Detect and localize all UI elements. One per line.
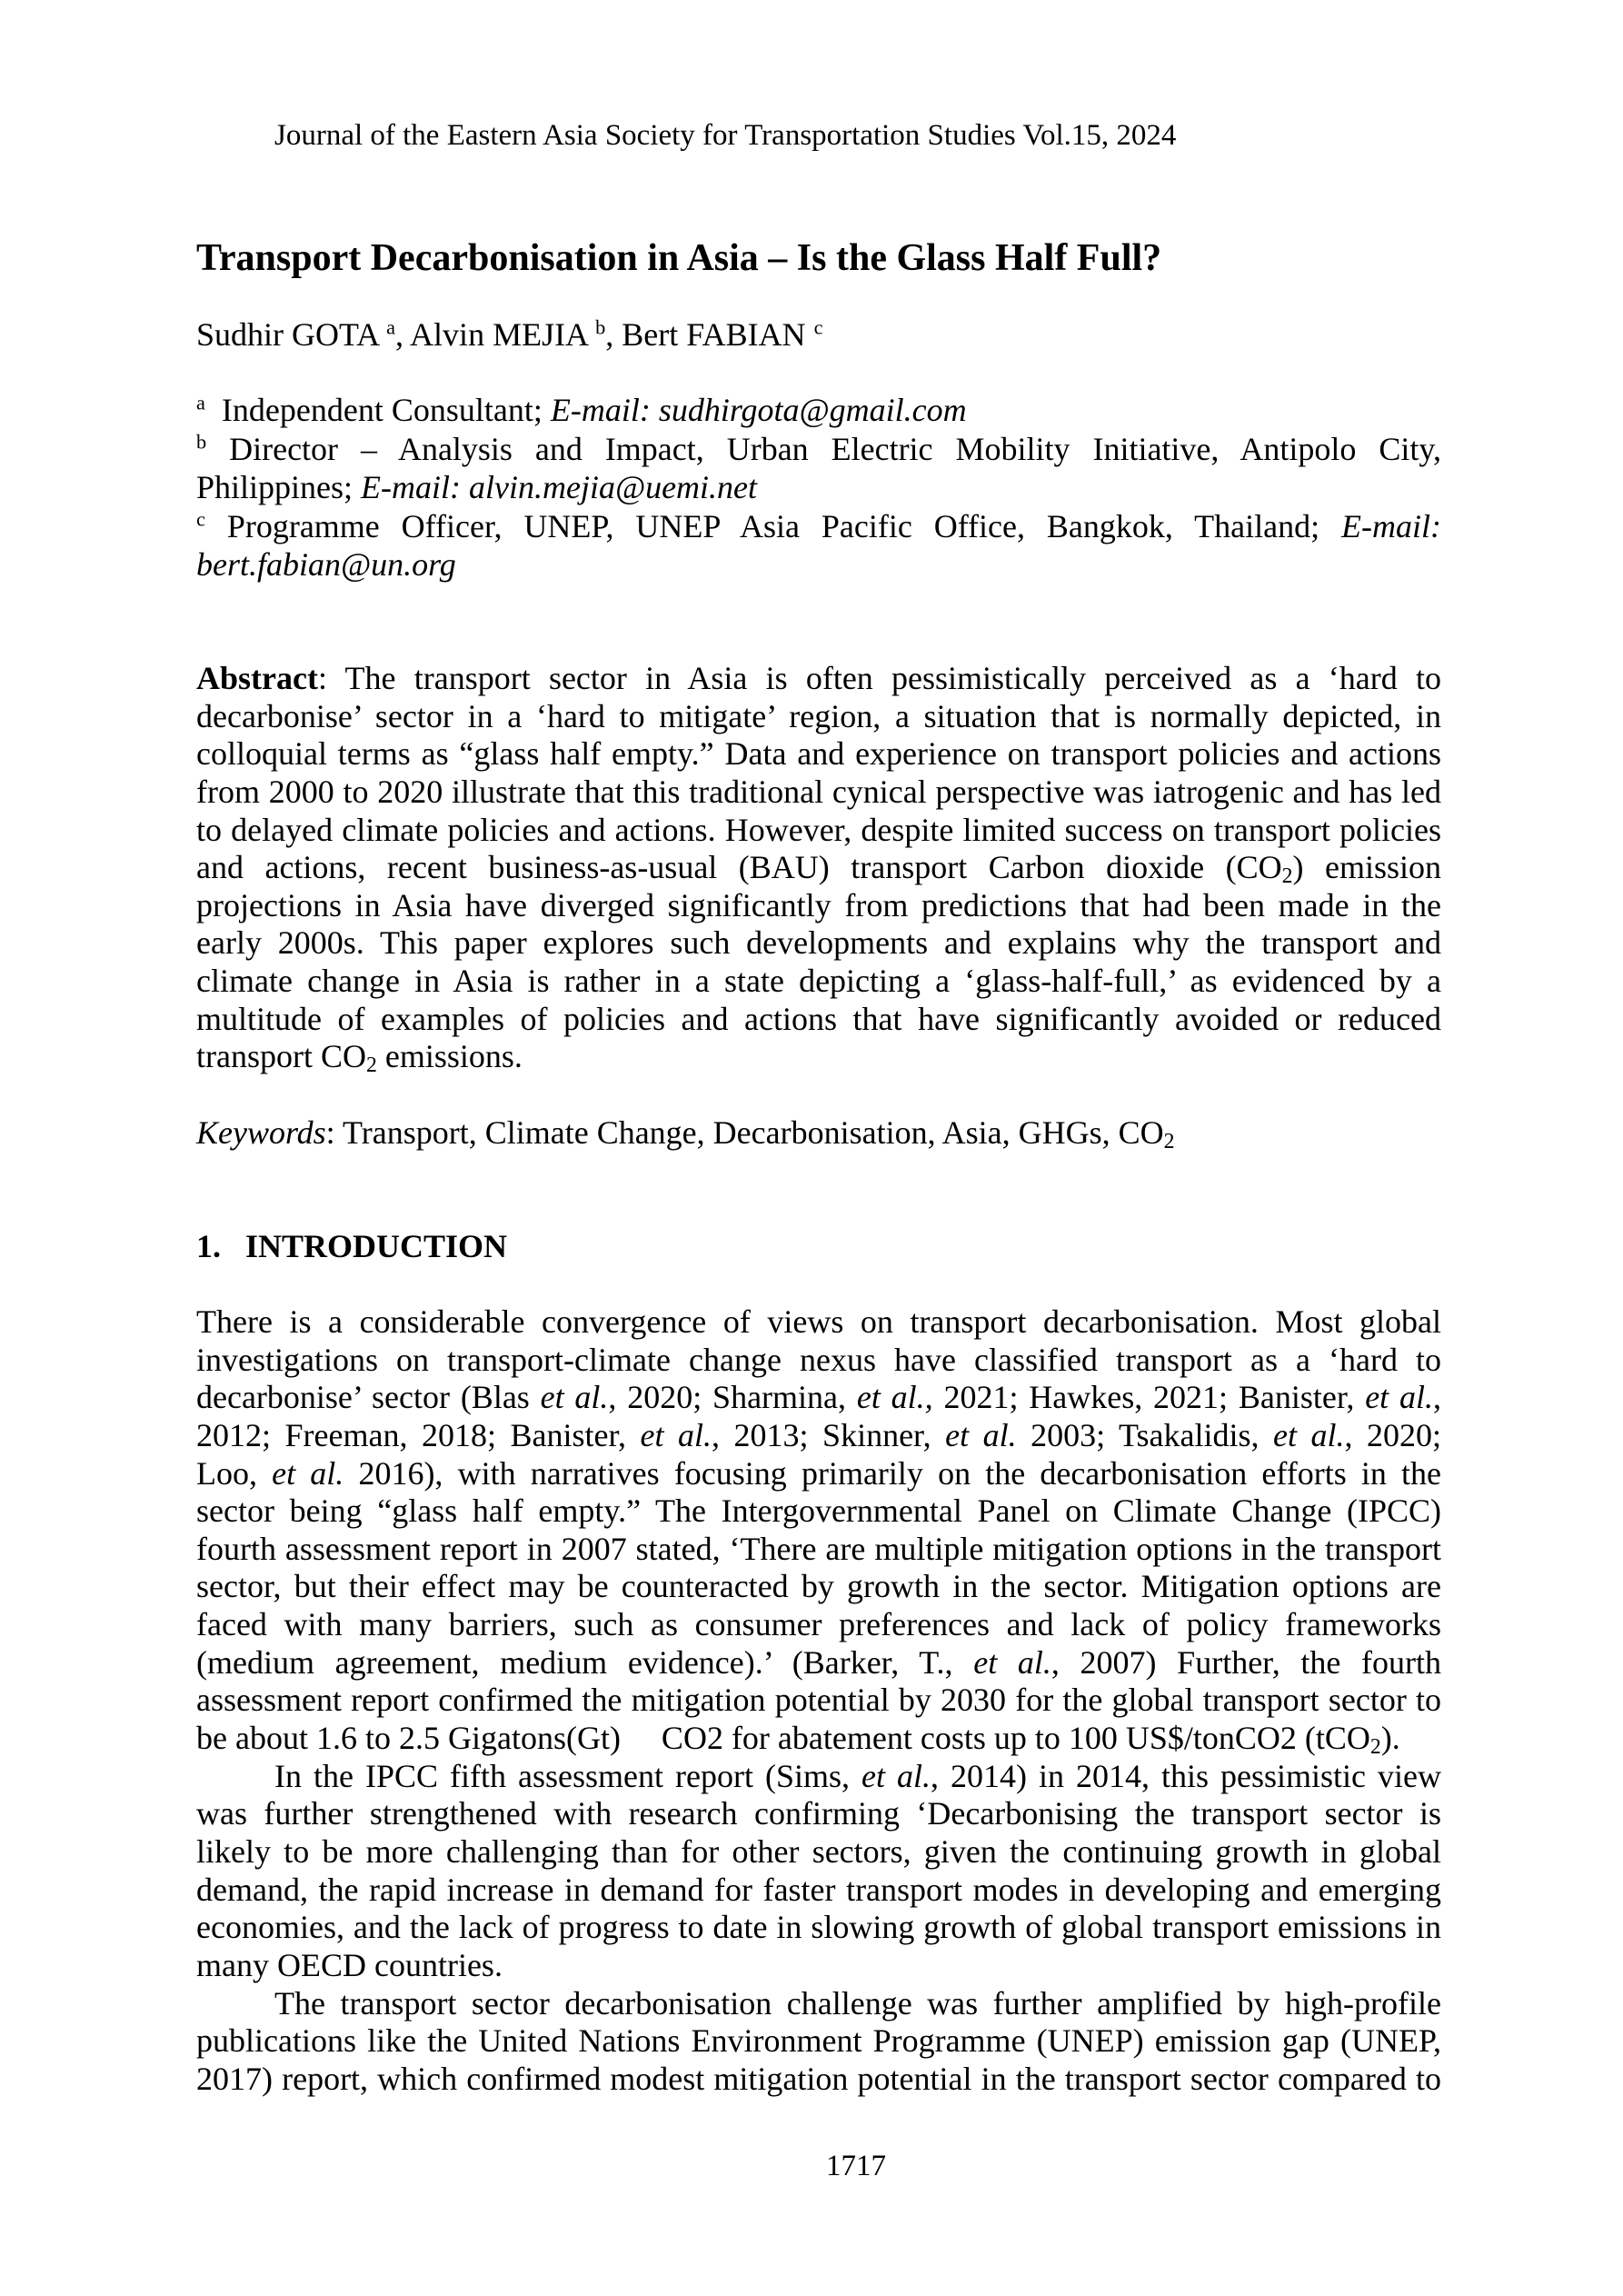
text-run: , Alvin MEJIA [395, 316, 596, 353]
text-run: , 2007) Further, the fourth [1050, 1643, 1442, 1681]
abstract [196, 660, 1441, 1076]
text-line [196, 1379, 1441, 1417]
text-line [196, 391, 1441, 430]
italic-text: et al. [540, 1379, 609, 1416]
text-run: 2021; Hawkes, 2021; Banister, [932, 1379, 1366, 1416]
text-line [196, 1644, 1441, 1682]
text-run: Philippines; [196, 469, 362, 506]
text-run: publications like the United Nations Environment Programme (UNEP) emission gap (UNEP, [196, 2022, 1441, 2060]
text-line [196, 1720, 1441, 1758]
text-line [196, 924, 1441, 963]
text-run: from 2000 to 2020 illustrate that this traditional cynical perspective was iatrogenic and has led [196, 773, 1441, 810]
bold-text: Abstract [196, 660, 318, 696]
text-run: , 2013; Skinner, [712, 1416, 946, 1453]
text-line [196, 660, 1441, 698]
superscript-text: b [595, 315, 606, 339]
text-line [196, 812, 1441, 850]
text-run: early 2000s. This paper explores such developments and explains why the transport and [196, 924, 1441, 962]
text-run: and actions, recent business-as-usual (BAU) transport Carbon dioxide (CO [196, 849, 1282, 886]
text-line [196, 1909, 1441, 1947]
text-run: , 2014) in 2014, this pessimistic view [930, 1757, 1441, 1794]
text-line [196, 1568, 1441, 1606]
text-run: sector being “glass half empty.” The Intergovernmental Panel on Climate Change (IPCC) [196, 1492, 1441, 1530]
text-run: (medium agreement, medium evidence).’ (Barker, T., [196, 1643, 974, 1681]
italic-text: et al. [1365, 1379, 1433, 1416]
text-run: 2003; Tsakalidis, [1016, 1416, 1273, 1453]
text-line [196, 1985, 1441, 2023]
text-run: ). [1380, 1720, 1400, 1757]
text-run: , [1433, 1379, 1441, 1416]
text-run: : The transport sector in Asia is often pessimistically perceived as a ‘hard to [317, 660, 1441, 696]
affiliation-b [196, 430, 1441, 507]
intro-paragraph-3 [196, 1985, 1441, 2099]
text-run: 2016), with narratives focusing primarily on the decarbonisation efforts in the [344, 1454, 1442, 1492]
text-line [196, 1114, 1441, 1153]
italic-text: et al. [1272, 1416, 1345, 1453]
keywords [196, 1114, 1441, 1153]
superscript-text: c [196, 507, 205, 531]
text-run: decarbonise’ sector (Blas [196, 1379, 541, 1416]
journal-header: Journal of the Eastern Asia Society for Transportation Studies Vol.15, 2024 [274, 119, 1177, 152]
text-line [196, 1795, 1441, 1833]
text-run: transport CO [196, 1038, 366, 1075]
text-run: 2017) report, which confirmed modest mitigation potential in the transport sector compared to [196, 2060, 1441, 2097]
text-run: demand, the rapid increase in demand for faster transport modes in developing and emerging [196, 1871, 1441, 1908]
text-run: Programme Officer, UNEP, UNEP Asia Pacific Office, Bangkok, Thailand; [204, 507, 1342, 544]
text-line [196, 1417, 1441, 1455]
text-line [196, 963, 1441, 1001]
text-run: There is a considerable convergence of views on transport decarbonisation. Most global [196, 1303, 1441, 1340]
text-run: colloquial terms as “glass half empty.” Data and experience on transport policies and actions [196, 735, 1441, 773]
subscript-text: 2 [1369, 1735, 1381, 1760]
subscript-text: 2 [365, 1053, 377, 1078]
text-run: Independent Consultant; [204, 392, 551, 428]
text-line [196, 545, 1441, 584]
text-run: , 2020; [1344, 1416, 1441, 1453]
text-line [196, 1833, 1441, 1872]
section-heading [196, 1228, 1441, 1266]
text-line [196, 2061, 1441, 2099]
text-run: fourth assessment report in 2007 stated, ‘There are multiple mitigation options in the transport [196, 1530, 1441, 1567]
intro-paragraph-1 [196, 1303, 1441, 1758]
text-run: multitude of examples of policies and actions that have significantly avoided or reduced [196, 1000, 1441, 1037]
text-line [196, 316, 1441, 354]
text-run: Loo, [196, 1454, 273, 1492]
italic-text: et al. [861, 1757, 931, 1794]
text-line [196, 735, 1441, 774]
text-line [196, 430, 1441, 469]
text-run: to delayed climate policies and actions. However, despite limited success on transport policies [196, 811, 1441, 848]
text-line [196, 849, 1441, 887]
text-run: , 2020; Sharmina, [608, 1379, 857, 1416]
text-line [196, 1492, 1441, 1531]
text-line [196, 1001, 1441, 1039]
text-run: Director – Analysis and Impact, Urban Electric Mobility Initiative, Antipolo City, [206, 430, 1441, 467]
text-run: climate change in Asia is rather in a state depicting a ‘glass-half-full,’ as evidenced by a [196, 963, 1441, 1000]
section-number: 1. [196, 1228, 221, 1264]
section-title: INTRODUCTION [245, 1228, 508, 1264]
text-run: projections in Asia have diverged significantly from predictions that had been made in the [196, 886, 1441, 923]
text-line [196, 1872, 1441, 1910]
superscript-text: a [196, 391, 205, 414]
italic-text: et al., [856, 1379, 933, 1416]
subscript-text: 2 [1281, 864, 1293, 889]
text-run: faced with many barriers, such as consumer preferences and lack of policy frameworks [196, 1606, 1441, 1643]
text-run: : Transport, Climate Change, Decarbonisation, Asia, GHGs, CO [325, 1114, 1164, 1151]
superscript-text: b [196, 430, 207, 454]
italic-text: et al. [272, 1454, 344, 1492]
text-run: Sudhir GOTA [196, 316, 387, 353]
affiliation-c [196, 507, 1441, 584]
page-number: 1717 [826, 2150, 886, 2182]
text-run: The transport sector decarbonisation challenge was further amplified by high-profile [274, 1984, 1441, 2021]
text-run: 2012; Freeman, 2018; Banister, [196, 1416, 641, 1453]
italic-text: E-mail: sudhirgota@gmail.com [550, 392, 967, 428]
italic-text: et al. [945, 1416, 1017, 1453]
text-run: emissions. [376, 1038, 523, 1075]
text-run: economies, and the lack of progress to date in slowing growth of global transport emissions in [196, 1909, 1441, 1946]
text-line [196, 698, 1441, 736]
text-line [196, 2022, 1441, 2061]
italic-text: et al. [640, 1416, 712, 1453]
italic-text: E-mail: alvin.mejia@uemi.net [361, 469, 758, 506]
text-run: ) emission [1292, 849, 1441, 886]
text-run: many OECD countries. [196, 1946, 503, 1983]
paper-title: Transport Decarbonisation in Asia – Is the Glass Half Full? [196, 237, 1162, 279]
author-list [196, 316, 1441, 354]
affiliation-list [196, 391, 1441, 584]
text-line [196, 468, 1441, 507]
text-run: sector, but their effect may be counteracted by growth in the sector. Mitigation options are [196, 1568, 1441, 1605]
text-line [196, 1758, 1441, 1796]
superscript-text: c [813, 315, 823, 339]
superscript-text: a [386, 315, 396, 339]
intro-paragraph-2 [196, 1758, 1441, 1985]
text-run: was further strengthened with research confirming ‘Decarbonising the transport sector is [196, 1795, 1441, 1832]
text-line [196, 1342, 1441, 1380]
text-run: In the IPCC fifth assessment report (Sims, [274, 1757, 861, 1794]
text-line [196, 1531, 1441, 1569]
text-line [196, 507, 1441, 546]
text-line [196, 1303, 1441, 1342]
italic-text: bert.fabian@un.org [196, 546, 456, 584]
text-line [196, 887, 1441, 925]
text-line [196, 1038, 1441, 1076]
text-run: assessment report confirmed the mitigation potential by 2030 for the global transport sector to [196, 1682, 1441, 1719]
text-line [196, 774, 1441, 812]
text-line [196, 1606, 1441, 1644]
introduction-body [196, 1303, 1441, 2098]
text-run: likely to be more challenging than for other sectors, given the continuing growth in global [196, 1832, 1441, 1870]
subscript-text: 2 [1163, 1130, 1175, 1154]
italic-text: Keywords [196, 1114, 326, 1151]
italic-text: et al. [973, 1643, 1051, 1681]
text-run: be about 1.6 to 2.5 Gigatons(Gt) CO2 for abatement costs up to 100 US$/tonCO2 (tCO [196, 1720, 1370, 1757]
affiliation-a [196, 391, 1441, 430]
text-run: , Bert FABIAN [605, 316, 814, 353]
text-line [196, 1455, 1441, 1493]
text-line [196, 1947, 1441, 1985]
text-run: decarbonise’ sector in a ‘hard to mitigate’ region, a situation that is normally depicted, in [196, 697, 1441, 734]
text-run: investigations on transport-climate change nexus have classified transport as a ‘hard to [196, 1341, 1441, 1378]
italic-text: E-mail: [1341, 507, 1441, 544]
text-line [196, 1682, 1441, 1720]
